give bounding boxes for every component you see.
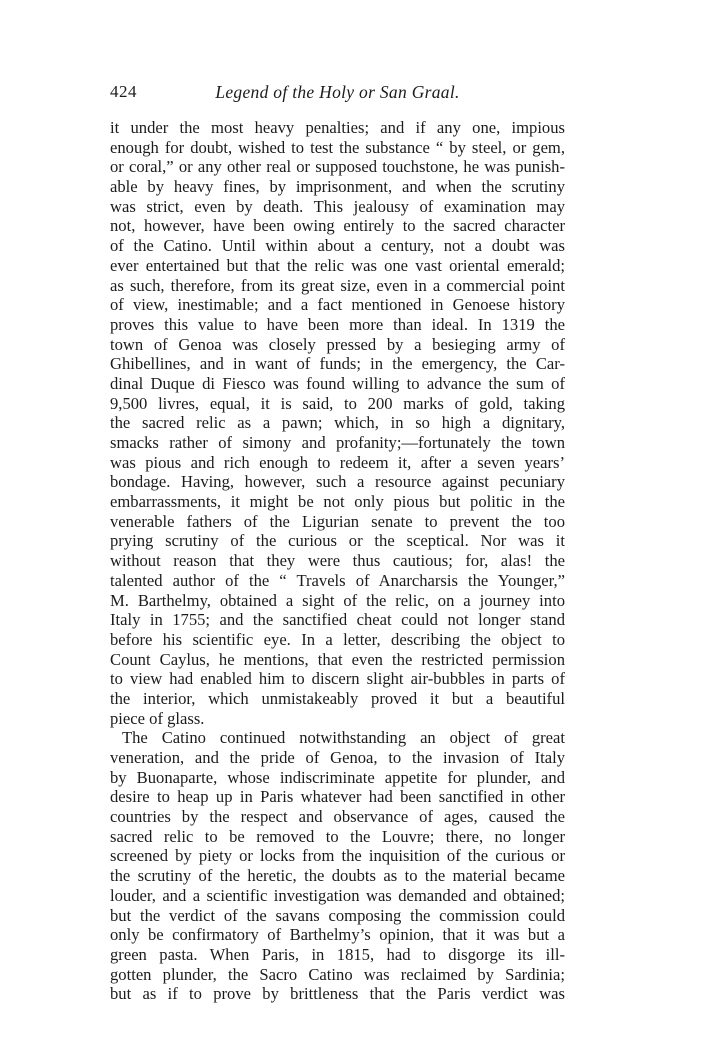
text-line: The Catino continued notwithstanding an object of great [122,728,565,748]
text-line: not, however, have been owing entirely to the sacred character [110,216,565,236]
text-line: embarrassments, it might be not only pious but politic in the [110,492,565,512]
page-number: 424 [110,82,137,101]
text-line: 9,500 livres, equal, it is said, to 200 marks of gold, taking [110,393,565,413]
text-line: able by heavy fines, by imprisonment, and when the scrutiny [110,177,565,197]
text-line: piece of glass. [110,708,205,728]
text-line: talented author of the “ Travels of Anarcharsis the Younger,” [110,570,565,590]
text-line: dinal Duque di Fiesco was found willing to advance the sum of [110,373,565,393]
text-line: to view had enabled him to discern slight air-bubbles in parts of [110,669,565,689]
text-line: but the verdict of the savans composing the commission could [110,905,565,925]
text-line: as such, therefore, from its great size, even in a commercial point [110,275,565,295]
text-line: Count Caylus, he mentions, that even the restricted permission [110,649,565,669]
text-line: Italy in 1755; and the sanctified cheat could not longer stand [110,610,565,630]
text-line: M. Barthelmy, obtained a sight of the relic, on a journey into [110,590,565,610]
text-line: or coral,” or any other real or supposed touchstone, he was punish- [110,157,565,177]
running-title: Legend of the Holy or San Graal. [215,82,460,102]
text-line: bondage. Having, however, such a resource against pecuniary [110,472,565,492]
text-line: enough for doubt, wished to test the substance “ by steel, or gem, [110,137,565,157]
text-line: Ghibellines, and in want of funds; in the emergency, the Car- [110,354,565,374]
text-line: of the Catino. Until within about a century, not a doubt was [110,236,565,256]
text-line: by Buonaparte, whose indiscriminate appetite for plunder, and [110,767,565,787]
text-line: venerable fathers of the Ligurian senate to prevent the too [110,511,565,531]
text-line: smacks rather of simony and profanity;—fortunately the town [110,433,565,452]
text-line: the sacred relic as a pawn; which, in so high a dignitary, [110,413,565,433]
text-line: screened by piety or locks from the inquisition of the curious or [110,846,565,866]
text-line: countries by the respect and observance of ages, caused the [110,807,565,827]
text-line: before his scientific eye. In a letter, describing the object to [110,629,565,649]
text-line: desire to heap up in Paris whatever had been sanctified in other [110,787,565,807]
text-line: was pious and rich enough to redeem it, after a seven years’ [110,452,565,472]
body-text [110,118,565,1004]
text-line: but as if to prove by brittleness that the Paris verdict was [110,984,565,1004]
text-line: it under the most heavy penalties; and if any one, impious [110,118,565,137]
text-line: only be confirmatory of Barthelmy’s opinion, that it was but a [110,925,565,945]
text-line: without reason that they were thus cautious; for, alas! the [110,551,565,571]
text-line: sacred relic to be removed to the Louvre; there, no longer [110,826,565,846]
text-line: prying scrutiny of the curious or the sceptical. Nor was it [110,531,565,551]
text-line: louder, and a scientific investigation was demanded and obtained; [110,885,565,905]
text-line: proves this value to have been more than ideal. In 1319 the [110,314,565,334]
text-line: green pasta. When Paris, in 1815, had to disgorge its ill- [110,944,565,964]
text-line: of view, inestimable; and a fact mentioned in Genoese history [110,295,565,315]
text-line: was strict, even by death. This jealousy of examination may [110,196,565,216]
text-line: the scrutiny of the heretic, the doubts as to the material became [110,866,565,886]
text-line: ever entertained but that the relic was one vast oriental emerald; [110,255,565,275]
text-line: veneration, and the pride of Genoa, to the invasion of Italy [110,748,565,767]
text-line: town of Genoa was closely pressed by a besieging army of [110,334,565,354]
text-line: gotten plunder, the Sacro Catino was reclaimed by Sardinia; [110,964,565,984]
text-line: the interior, which unmistakeably proved it but a beautiful [110,688,565,708]
running-head [110,82,565,106]
